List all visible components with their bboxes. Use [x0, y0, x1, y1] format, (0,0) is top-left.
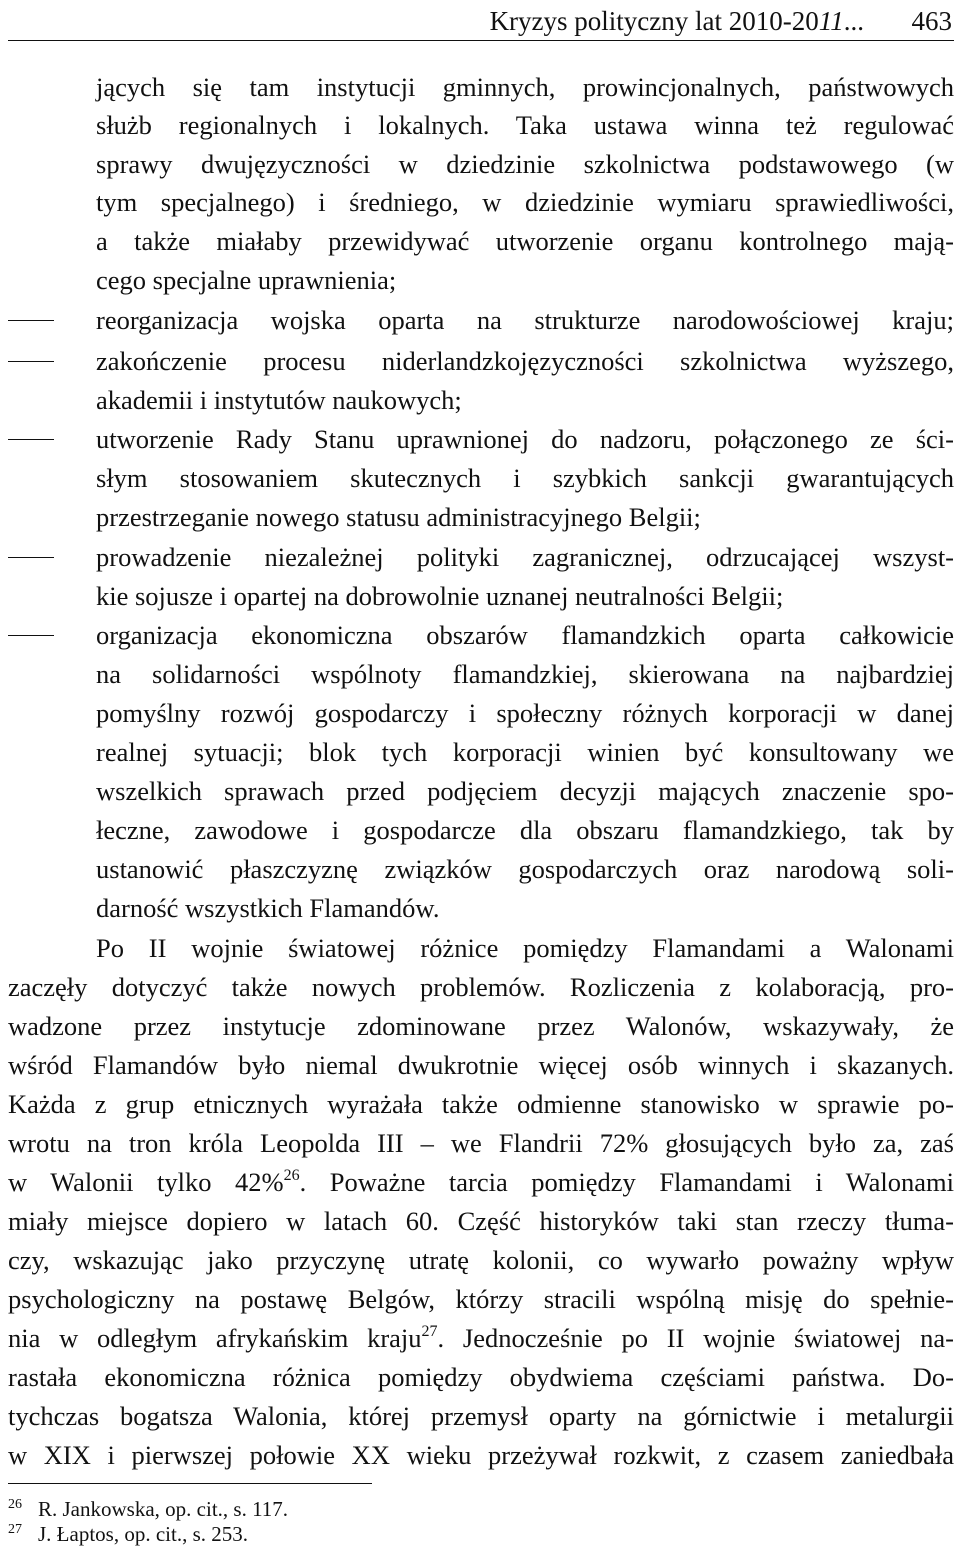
list-dash [8, 439, 54, 440]
list-item: zakończenie procesu niderlandzkojęzyczności szkolnictwa wyższego, [96, 346, 954, 376]
footnote-ref[interactable]: 26 [283, 1167, 300, 1184]
footnote: $^{26}$ R. Jankowska, op. cit., s. 117. [8, 1497, 289, 1521]
text-line: zaczęły dotyczyć także nowych problemów. Rozliczenia z kolaboracją, pro- [8, 972, 954, 1002]
text-line: służb regionalnych i lokalnych. Taka ustawa winna też regulować [96, 110, 954, 140]
text-line: a także miałaby przewidywać utworzenie organu kontrolnego mają- [96, 226, 954, 256]
footnote-ref[interactable]: 27 [421, 1323, 438, 1340]
text-line: jących się tam instytucji gminnych, prowincjonalnych, państwowych [96, 72, 954, 102]
page-number: 463 [911, 6, 952, 36]
text-line: realnej sytuacji; blok tych korporacji winien być konsultowany we [96, 737, 954, 767]
footnote-text: J. Łaptos, op. cit., s. 253. [38, 1522, 248, 1546]
text-line: darność wszystkich Flamandów. [96, 893, 440, 923]
text-line: wśród Flamandów było niemal dwukrotnie więcej osób winnych i skazanych. [8, 1050, 954, 1080]
list-dash [8, 361, 54, 362]
text-line: łeczne, zawodowe i gospodarcze dla obszaru flamandzkiego, tak by [96, 815, 954, 845]
text-line: wszelkich sprawach przed podjęciem decyzji mających znaczenie spo- [96, 776, 954, 806]
text-line: słym stosowaniem skutecznych i szybkich sankcji gwarantujących [96, 463, 954, 493]
text-line: wrotu na tron króla Leopolda III – we Flandrii 72% głosujących było za, zaś [8, 1128, 954, 1158]
text-line: nia w odległym afrykańskim kraju$^{27}$. Jednocześnie po II wojnie światowej na- [8, 1323, 955, 1353]
footnote-separator [8, 1483, 372, 1484]
running-header [8, 2, 954, 41]
list-item: utworzenie Rady Stanu uprawnionej do nadzoru, połączonego ze ści- [96, 424, 954, 454]
text-line: tym specjalnego) i średniego, w dziedzinie wymiaru sprawiedliwości, [96, 187, 954, 217]
text-line: kie sojusze i opartej na dobrowolnie uznanej neutralności Belgii; [96, 581, 784, 611]
text-line: pomyślny rozwój gospodarczy i społeczny różnych korporacji w danej [96, 698, 954, 728]
list-dash [8, 635, 54, 636]
text-line: cego specjalne uprawnienia; [96, 265, 397, 295]
list-item: prowadzenie niezależnej polityki zagranicznej, odrzucającej wszyst- [96, 542, 954, 572]
text-line: psychologiczny na postawę Belgów, którzy stracili wspólną misję do spełnie- [8, 1284, 954, 1314]
list-dash [8, 557, 54, 558]
text-line: ustanowić płaszczyznę związków gospodarczych oraz narodową soli- [96, 854, 954, 884]
footnote: $^{27}$ J. Łaptos, op. cit., s. 253. [8, 1522, 248, 1546]
text-line: Każda z grup etnicznych wyrażała także odmienne stanowisko w sprawie po- [8, 1089, 954, 1119]
text-line: przestrzeganie nowego statusu administracyjnego Belgii; [96, 502, 701, 532]
text-line: w Walonii tylko 42%$^{26}$. Poważne tarcia pomiędzy Flamandami i Walonami [8, 1167, 955, 1197]
text-line: w XIX i pierwszej połowie XX wieku przeżywał rozkwit, z czasem zaniedbała [8, 1440, 954, 1470]
paragraph-first-line: Po II wojnie światowej różnice pomiędzy Flamandami a Walonami [96, 933, 954, 963]
list-item: reorganizacja wojska oparta na strukturze narodowościowej kraju; [96, 305, 954, 335]
list-item: organizacja ekonomiczna obszarów flamandzkich oparta całkowicie [96, 620, 954, 650]
text-line: czy, wskazując jako przyczynę utratę kolonii, co wywarło poważny wpływ [8, 1245, 954, 1275]
text-line: miały miejsce dopiero w latach 60. Część historyków taki stan rzeczy tłuma- [8, 1206, 954, 1236]
text-line: sprawy dwujęzyczności w dziedzinie szkolnictwa podstawowego (w [96, 149, 954, 179]
list-dash [8, 320, 54, 321]
text-line: na solidarności wspólnoty flamandzkiej, skierowana na najbardziej [96, 659, 954, 689]
text-line: wadzone przez instytucje zdominowane przez Walonów, wskazywały, że [8, 1011, 954, 1041]
text-line: akademii i instytutów naukowych; [96, 385, 462, 415]
running-title: Kryzys polityczny lat 2010-2011... [489, 6, 864, 36]
footnote-text: R. Jankowska, op. cit., s. 117. [38, 1497, 289, 1521]
text-line: rastała ekonomiczna różnica pomiędzy obydwiema częściami państwa. Do- [8, 1362, 954, 1392]
text-line: tychczas bogatsza Walonia, której przemysł oparty na górnictwie i metalurgii [8, 1401, 954, 1431]
